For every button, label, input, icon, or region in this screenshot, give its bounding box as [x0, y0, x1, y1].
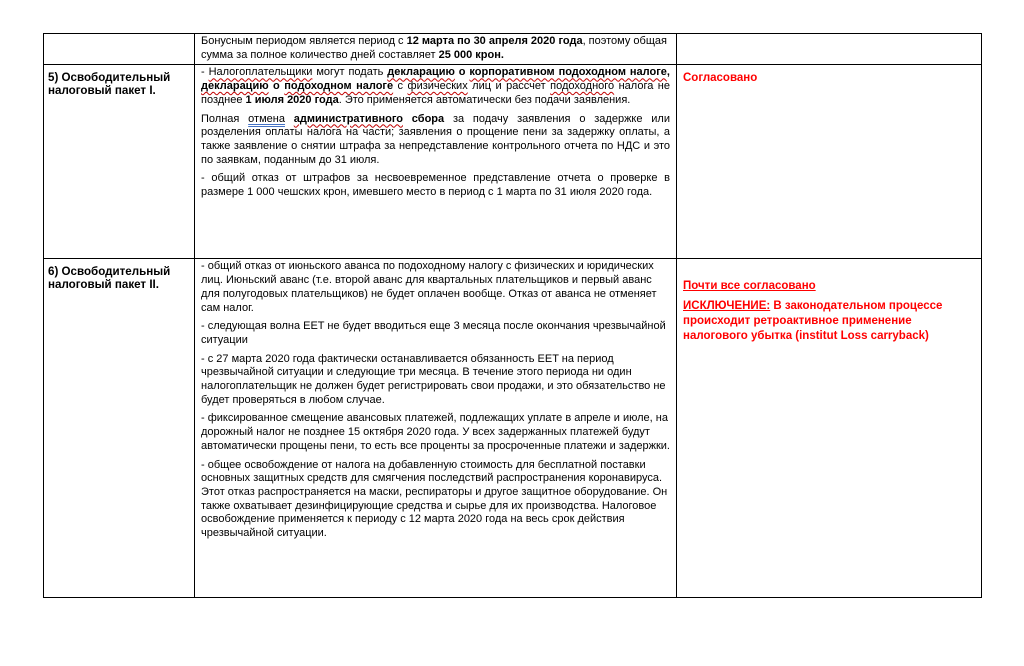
- text-run: декларацию: [201, 80, 269, 93]
- text-run: за подачу заявления о задержке или розделения оплаты налога на части; заявления о прощение пени за задержку оплаты, а также заявление о снятии штрафа за непредставление контрольного отчета по НДС и это по заявкам, поданным до 31 июля.: [201, 112, 670, 166]
- text-run: декларацию: [387, 66, 455, 79]
- status-exception-text: В законодательном процессе происходит ретроактивное применение налогового убытка (institut Loss carryback): [683, 300, 943, 343]
- text-run: . Это применяется автоматически без подачи заявления.: [338, 93, 631, 106]
- table-row: [44, 259, 982, 598]
- row-label-cell: [44, 65, 195, 259]
- text-run: о: [268, 80, 285, 93]
- text-run: ,: [666, 66, 670, 79]
- row-status: [677, 259, 981, 344]
- paragraph: - общий отказ от июньского аванса по подоходному налогу с физических и юридических лиц. Июньский аванс (т.е. второй аванс для квартальных плательщиков и первый аванс для полугодовых плательщиков) не будет оплачен вообще. Отказ от аванса не отменяет сам налог.: [201, 260, 657, 314]
- paragraph: [201, 66, 670, 107]
- table-row: [44, 65, 982, 259]
- row-label: 6) Освободительный налоговый пакет II.: [48, 265, 171, 292]
- row-content-cell: [195, 34, 677, 65]
- status-exception: [683, 299, 975, 344]
- status-exception-label: ИСКЛЮЧЕНИЕ:: [683, 300, 771, 313]
- paragraph: - фиксированное смещение авансовых платежей, подлежащих уплате в апреле и июле, на дорожный налог не позднее 15 октября 2020 года. У всех задержанных платежей будут автоматически прощены пени, то есть все проценты за просроченные платежи и задержки.: [201, 412, 670, 452]
- text-run: налога не позднее: [201, 80, 670, 106]
- text-run: Полная: [201, 112, 249, 125]
- text-run: подоходного: [550, 80, 615, 93]
- text-run: физических: [407, 80, 468, 93]
- text-run: Бонусным периодом является период с: [201, 35, 407, 47]
- row-content-cell: [195, 65, 677, 259]
- text-run: , поэтому общая сумма за полное количество дней составляет: [201, 35, 667, 61]
- document-table: [43, 33, 982, 598]
- row-label: [44, 34, 194, 40]
- text-run: 1 июля 2020 года: [245, 93, 339, 106]
- row-status-cell: [677, 259, 982, 598]
- paragraph: [201, 172, 670, 199]
- paragraph: - общее освобождение от налога на добавленную стоимость для бесплатной поставки основных защитных средств для смягчения последствий распространения коронавируса. Этот отказ распространяется на маски, респираторы и другое защитное оборудование. Он также охватывает дезинфицирующие средства и сырье для их производства. Налоговое освобождение применяется к периоду с 12 марта 2020 года на весь срок действия чрезвычайной ситуации.: [201, 458, 668, 540]
- text-run: с: [393, 80, 408, 93]
- text-run: 25 000 крон.: [438, 48, 504, 61]
- paragraph: - с 27 марта 2020 года фактически останавливается обязанность EET на период чрезвычайной ситуации и следующие три месяца. В течение этого периода ни один налогоплательщик не должен будет регистрировать свои продажи, и это обязательство не будет проверяться в любом случае.: [201, 352, 666, 406]
- status-text: Согласовано: [683, 72, 758, 85]
- paragraph: [201, 113, 670, 168]
- paragraph: [201, 35, 670, 62]
- row-status: [677, 65, 981, 86]
- text-run: -: [201, 66, 209, 79]
- text-run: административного: [293, 112, 403, 125]
- row-status: [677, 34, 981, 40]
- row-content: [195, 65, 676, 201]
- text-run: 12 марта по 30 апреля 2020 года: [406, 35, 583, 47]
- text-run: [285, 113, 294, 125]
- row-status-cell: [677, 34, 982, 65]
- text-run: сбора: [402, 112, 445, 125]
- text-run: о: [454, 66, 470, 79]
- text-run: лиц и рассчет: [467, 80, 551, 93]
- text-run: Налогоплательщики: [208, 66, 313, 79]
- row-content-cell: [195, 259, 677, 598]
- row-content: [195, 34, 676, 64]
- row-label-cell: [44, 34, 195, 65]
- row-label: 5) Освободительный налоговый пакет I.: [48, 71, 171, 98]
- text-run: отмена: [248, 112, 285, 125]
- row-content: [195, 259, 676, 542]
- text-run: подоходном налоге: [284, 80, 394, 93]
- table-row: [44, 34, 982, 65]
- text-run: корпоративном подоходном налоге: [469, 66, 667, 79]
- status-title: Почти все согласовано: [683, 280, 816, 293]
- paragraph: - следующая волна EET не будет вводиться еще 3 месяца после окончания чрезвычайной ситуации: [201, 320, 666, 346]
- row-label-cell: [44, 259, 195, 598]
- text-run: могут подать: [312, 66, 388, 79]
- text-run: - общий отказ от штрафов за несвоевременное представление отчета о проверке в размере 1 000 чешских крон, имевшего место в период с 1 марта по 31 июля 2020 года.: [201, 172, 670, 199]
- row-status-cell: [677, 65, 982, 259]
